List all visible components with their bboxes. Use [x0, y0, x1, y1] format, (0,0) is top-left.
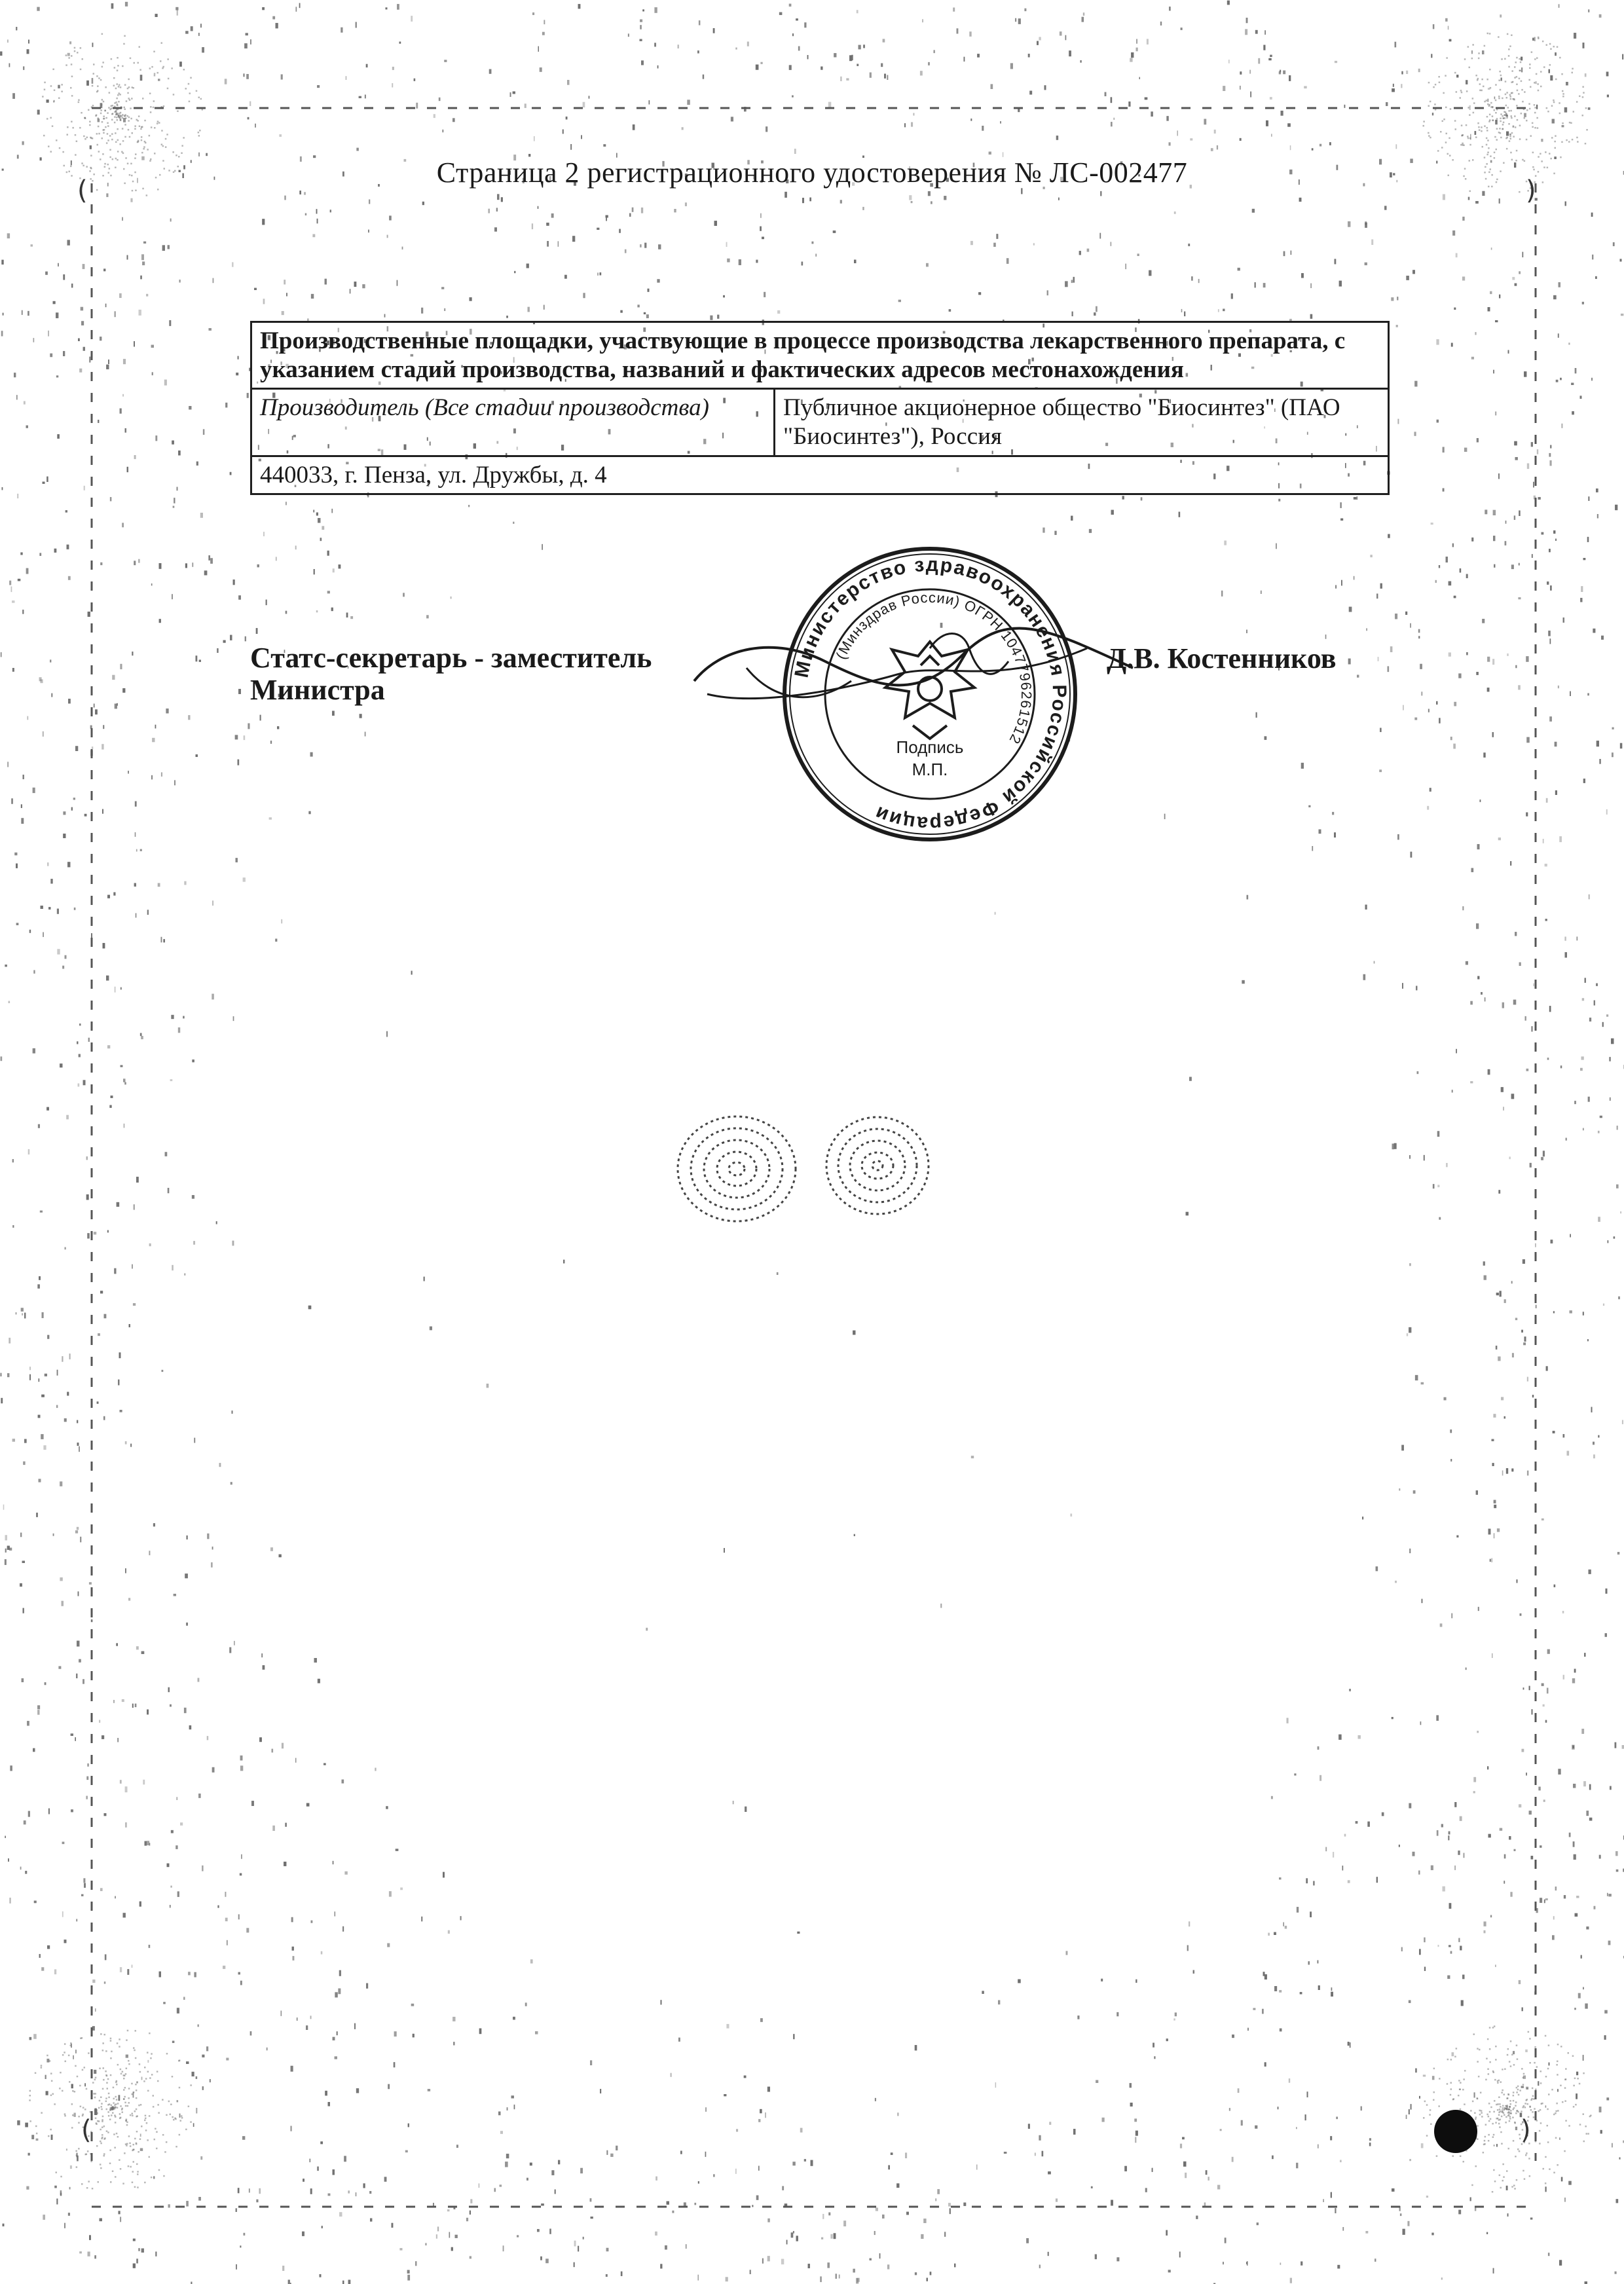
- table-heading-cell: Производственные площадки, участвующие в процессе производства лекарственного препарата, с указанием стадий производства, названий и фактических адресов местонахождения: [251, 322, 1389, 389]
- right-bracket-mark-bottom: ): [1521, 2115, 1531, 2145]
- page-title: Страница 2 регистрационного удостоверения № ЛС-002477: [436, 157, 1188, 189]
- production-sites-table: [250, 321, 1390, 495]
- fingerprint-mark-left-icon: [668, 1107, 805, 1231]
- table-row: [251, 456, 1389, 494]
- signer-position-title: Статс-секретарь - заместитель Министра: [250, 642, 652, 707]
- seal-outer-text: Министерство здравоохранения Российской Федерации: [790, 553, 1071, 835]
- seal-inner-text: (Минздрав России) ОГРН 1047796261512: [832, 589, 1035, 747]
- signer-name: Д.В. Костенников: [1107, 642, 1337, 674]
- left-bracket-mark-top: (: [77, 175, 88, 206]
- handwritten-signature: [681, 609, 1139, 740]
- table-row: [251, 389, 1389, 456]
- left-bracket-mark-bottom: (: [81, 2115, 92, 2145]
- producer-role-cell: Производитель (Все стадии производства): [251, 389, 775, 456]
- address-cell: 440033, г. Пенза, ул. Дружбы, д. 4: [251, 456, 1389, 494]
- right-bracket-mark-top: ): [1526, 175, 1536, 206]
- seal-center-text: Подпись: [896, 737, 964, 757]
- seal-bottom-text: М.П.: [912, 760, 948, 779]
- fingerprint-mark-right-icon: [819, 1107, 936, 1225]
- hole-punch-mark: [1434, 2110, 1477, 2153]
- producer-name-cell: Публичное акционерное общество "Биосинтез" (ПАО "Биосинтез"), Россия: [775, 389, 1389, 456]
- table-row: [251, 322, 1389, 389]
